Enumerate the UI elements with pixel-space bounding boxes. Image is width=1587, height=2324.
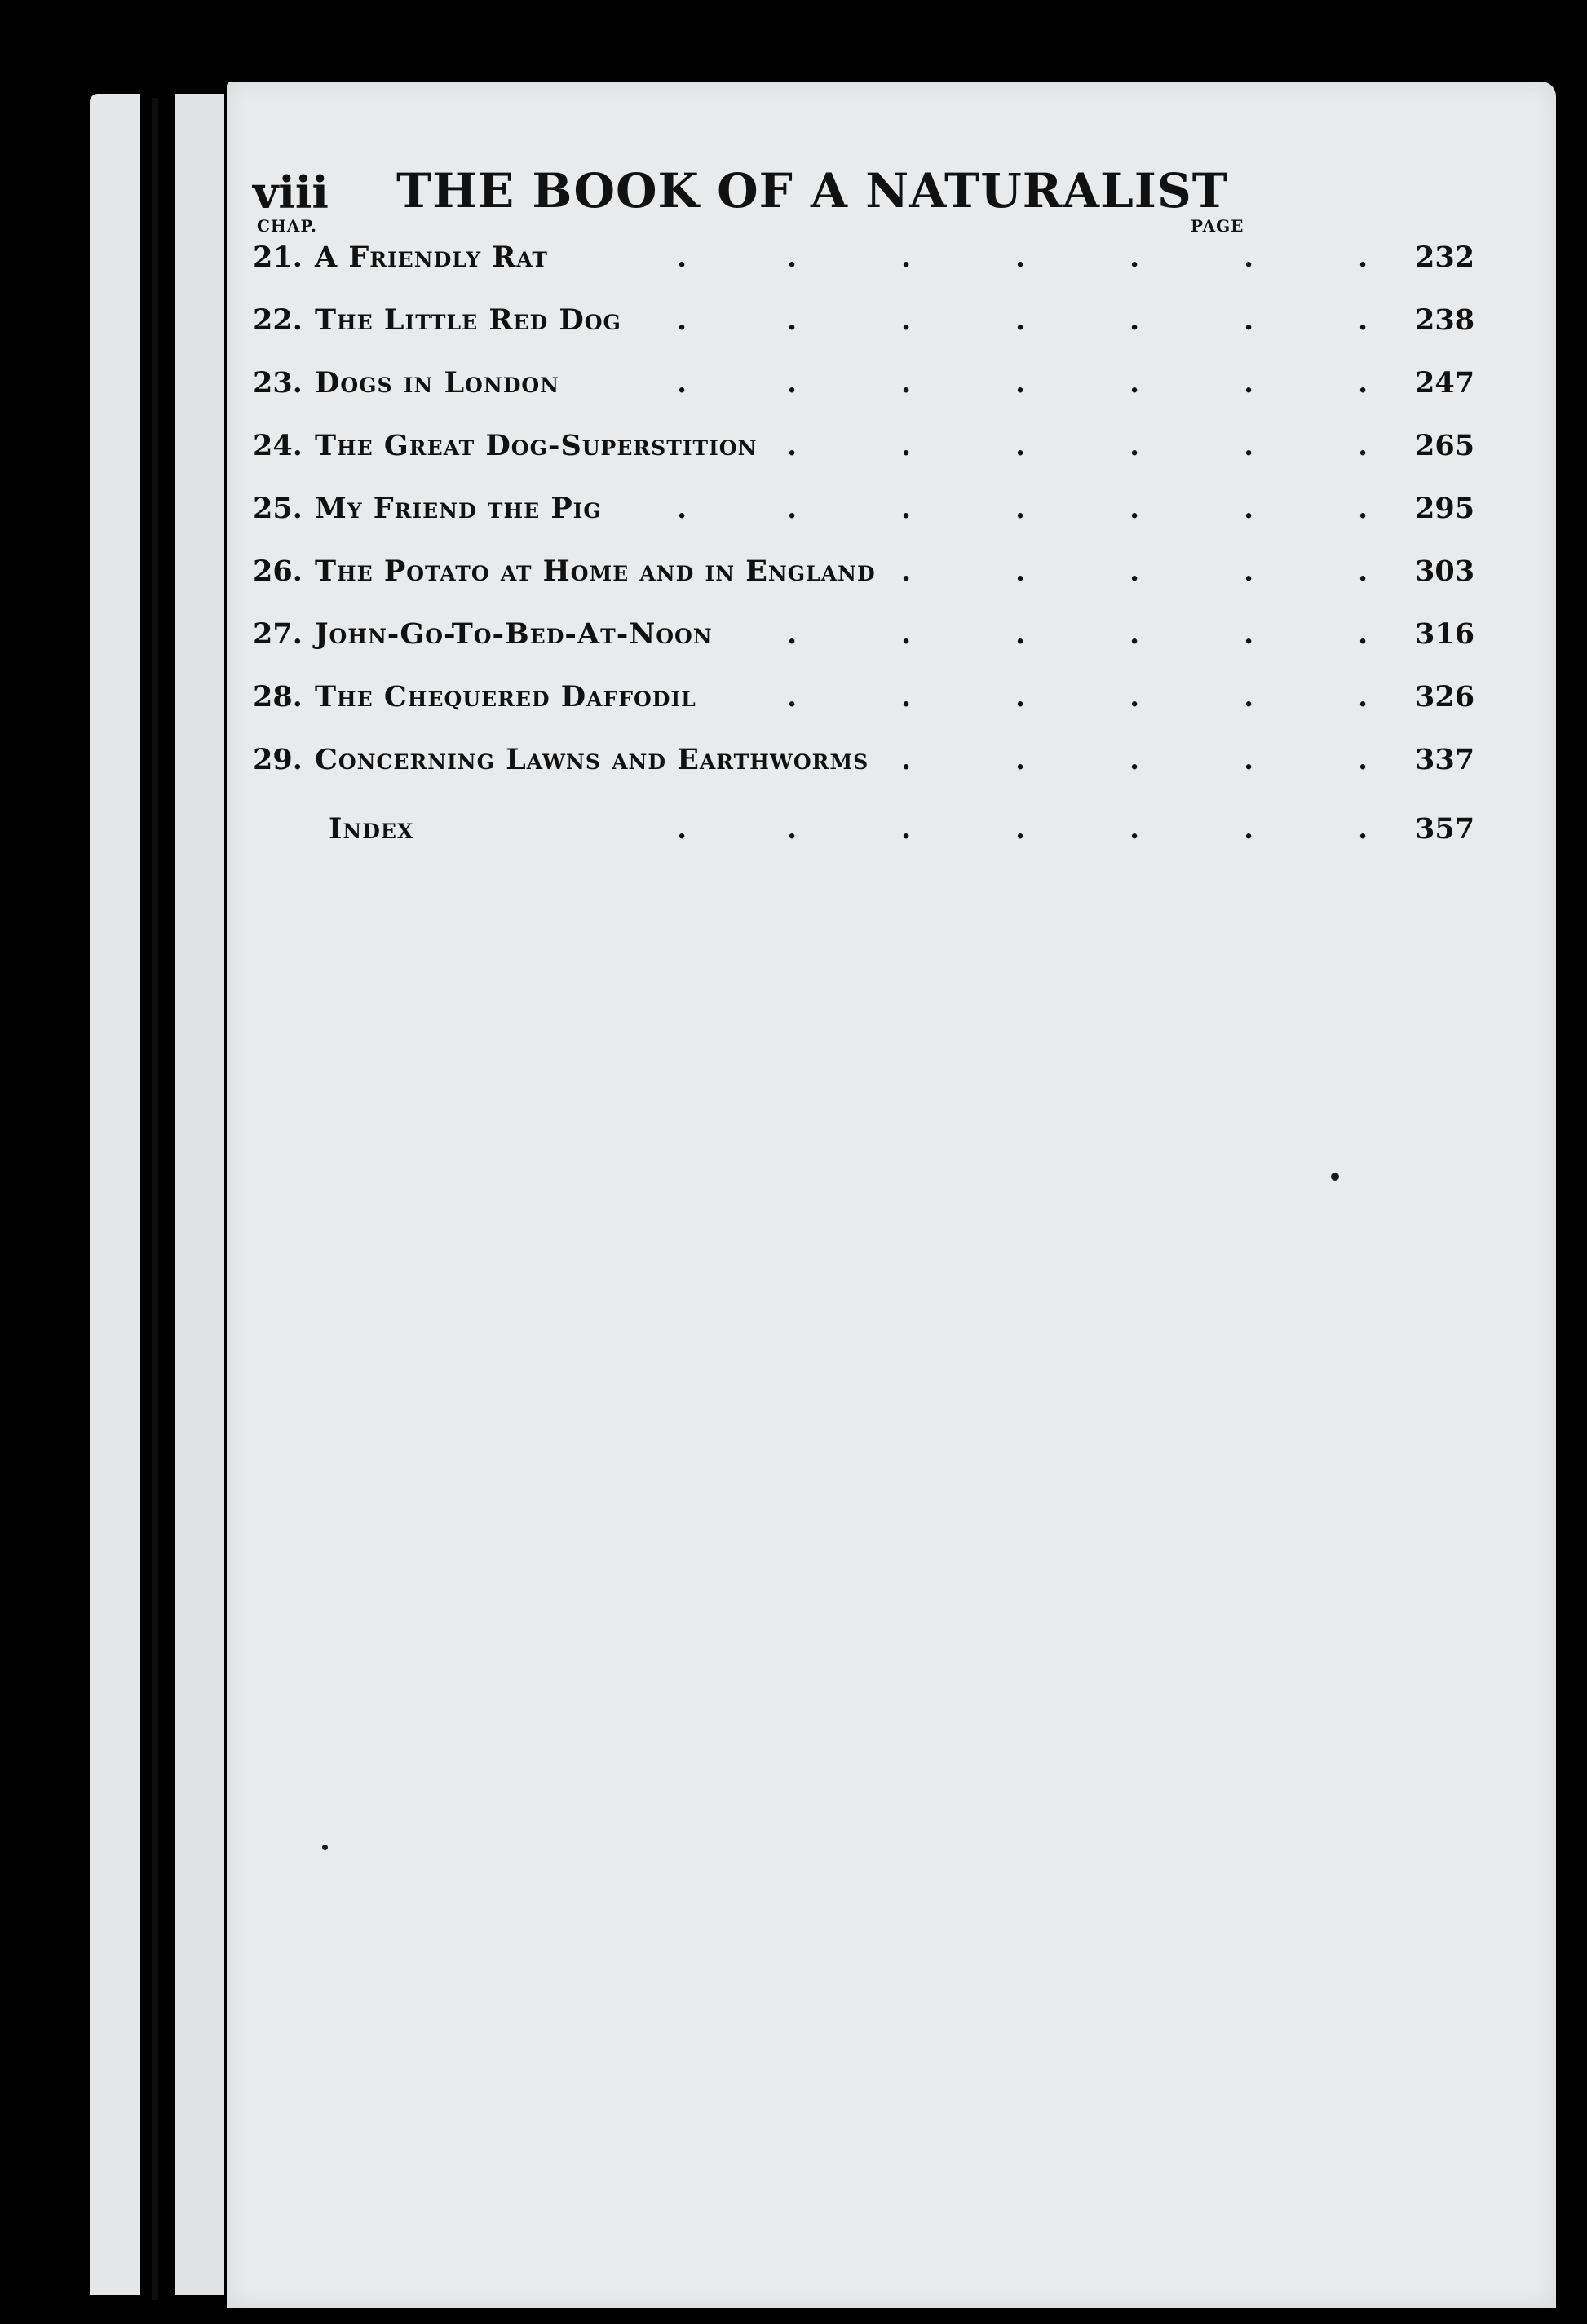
leader-dot: .: [901, 492, 912, 525]
leader-dot: .: [901, 429, 912, 462]
page-number: 337: [1415, 743, 1475, 776]
page-number: 238: [1415, 303, 1475, 337]
leader-dot: .: [901, 366, 912, 400]
chapter-number: 27.: [253, 617, 303, 651]
page-number: 303: [1415, 554, 1475, 588]
leader-dot: .: [1129, 812, 1140, 846]
page-number: 232: [1415, 241, 1475, 274]
leader-dot: .: [1244, 366, 1254, 400]
leader-dot: .: [1129, 617, 1140, 651]
leader-dot: .: [677, 241, 687, 274]
leader-dot: .: [901, 680, 912, 714]
leader-dot: .: [677, 812, 687, 846]
toc-entry: [253, 554, 1476, 617]
toc-entry: [253, 429, 1476, 492]
book-edge-inner: [175, 94, 224, 2295]
leader-dot: .: [1358, 429, 1368, 462]
leader-dot: .: [1015, 617, 1026, 651]
chapter-number: 24.: [253, 429, 303, 462]
page-number: 265: [1415, 429, 1475, 462]
leader-dot: .: [1129, 743, 1140, 776]
leader-dot: .: [1015, 303, 1026, 337]
chapter-number: 25.: [253, 492, 303, 525]
toc-entry: [253, 241, 1476, 303]
leader-dot: .: [1244, 812, 1254, 846]
leader-dot: .: [1244, 743, 1254, 776]
table-of-contents: [253, 241, 1476, 875]
leader-dot: .: [901, 743, 912, 776]
running-head: [253, 145, 1354, 219]
leader-dot: .: [677, 303, 687, 337]
leader-dot: .: [1129, 303, 1140, 337]
leader-dot: .: [1015, 812, 1026, 846]
chapter-title: My Friend the Pig: [315, 492, 602, 525]
chapter-title: A Friendly Rat: [315, 241, 548, 274]
chapter-number: 21.: [253, 241, 303, 274]
book-title: THE BOOK OF A NATURALIST: [396, 163, 1228, 219]
leader-dot: .: [1015, 680, 1026, 714]
leader-dot: .: [1244, 554, 1254, 588]
book-edge-line: [152, 98, 158, 2300]
leader-dot: .: [1244, 617, 1254, 651]
leader-dot: .: [1244, 303, 1254, 337]
leader-dot: .: [787, 429, 798, 462]
leader-dot: .: [1015, 492, 1026, 525]
leader-dot: .: [1244, 241, 1254, 274]
page-number: 247: [1415, 366, 1475, 400]
toc-entry: [253, 617, 1476, 680]
leader-dot: .: [1358, 554, 1368, 588]
leader-dot: .: [787, 241, 798, 274]
chapter-title: Dogs in London: [315, 366, 559, 400]
leader-dot: .: [1015, 554, 1026, 588]
leader-dot: .: [1358, 303, 1368, 337]
leader-dot: .: [1358, 617, 1368, 651]
toc-entry: [253, 680, 1476, 743]
leader-dot: .: [787, 812, 798, 846]
chapter-title: The Chequered Daffodil: [315, 680, 696, 714]
leader-dot: .: [1358, 241, 1368, 274]
leader-dot: .: [1129, 429, 1140, 462]
chapter-number: 28.: [253, 680, 303, 714]
leader-dot: .: [1244, 680, 1254, 714]
leader-dot: .: [787, 680, 798, 714]
leader-dot: .: [1358, 743, 1368, 776]
leader-dot: .: [901, 554, 912, 588]
chapter-number: 22.: [253, 303, 303, 337]
chapter-title: Concerning Lawns and Earthworms: [315, 743, 869, 776]
leader-dot: .: [1358, 680, 1368, 714]
leader-dot: .: [1129, 680, 1140, 714]
book-edge-left: [90, 94, 140, 2295]
leader-dot: .: [787, 303, 798, 337]
leader-dot: .: [677, 492, 687, 525]
toc-entry: [253, 743, 1476, 806]
toc-entry-index: [253, 812, 1476, 875]
leader-dot: .: [1129, 366, 1140, 400]
page-number: 295: [1415, 492, 1475, 525]
page-number: 316: [1415, 617, 1475, 651]
chapter-title: The Little Red Dog: [315, 303, 621, 337]
leader-dot: .: [1129, 492, 1140, 525]
leader-dot: .: [1358, 492, 1368, 525]
chapter-number: 23.: [253, 366, 303, 400]
chap-column-label: CHAP.: [257, 216, 318, 236]
leader-dot: .: [901, 617, 912, 651]
speck: [322, 1845, 328, 1850]
toc-entry: [253, 303, 1476, 366]
leader-dot: .: [787, 366, 798, 400]
leader-dot: .: [1244, 492, 1254, 525]
leader-dot: .: [1015, 429, 1026, 462]
index-title: Index: [329, 812, 414, 846]
page-number: 357: [1415, 812, 1475, 846]
leader-dot: .: [901, 241, 912, 274]
page-number: 326: [1415, 680, 1475, 714]
leader-dot: .: [1015, 366, 1026, 400]
leader-dot: .: [677, 366, 687, 400]
toc-entry: [253, 492, 1476, 554]
leader-dot: .: [1358, 812, 1368, 846]
leader-dot: .: [787, 492, 798, 525]
leader-dot: .: [901, 303, 912, 337]
chapter-number: 29.: [253, 743, 303, 776]
leader-dot: .: [901, 812, 912, 846]
page-folio: viii: [253, 166, 329, 219]
chapter-title: The Great Dog-Superstition: [315, 429, 758, 462]
page-column-label: PAGE: [1191, 216, 1244, 236]
leader-dot: .: [1015, 241, 1026, 274]
leader-dot: .: [1129, 554, 1140, 588]
leader-dot: .: [1015, 743, 1026, 776]
speck: [1331, 1173, 1339, 1181]
toc-entry: [253, 366, 1476, 429]
leader-dot: .: [1244, 429, 1254, 462]
leader-dot: .: [787, 617, 798, 651]
chapter-number: 26.: [253, 554, 303, 588]
leader-dot: .: [1129, 241, 1140, 274]
leader-dot: .: [1358, 366, 1368, 400]
chapter-title: The Potato at Home and in England: [315, 554, 876, 588]
chapter-title: John-Go-To-Bed-At-Noon: [315, 617, 713, 651]
